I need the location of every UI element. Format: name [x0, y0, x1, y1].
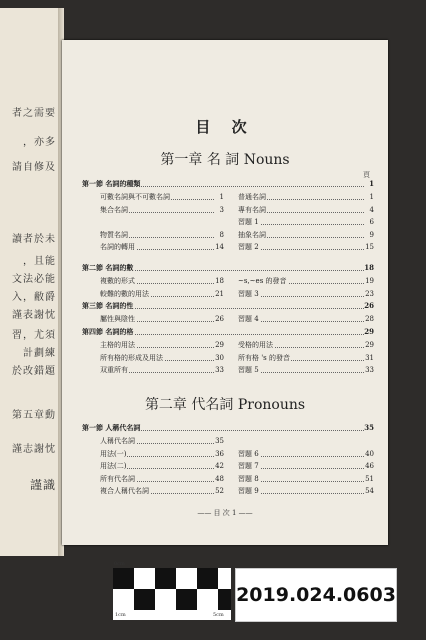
- toc-entry-label: 人稱代名詞: [100, 435, 136, 448]
- toc-entry-page: 26: [364, 301, 374, 310]
- toc-entry-label: 受格的用法: [238, 339, 274, 352]
- toc-entry: [100, 364, 224, 377]
- toc-entry-label: 習題 8: [238, 473, 260, 486]
- toc-entry: [238, 241, 374, 254]
- toc-entry-page: 51: [365, 474, 374, 483]
- toc-entry-label: 第四節 名詞的格: [82, 326, 134, 339]
- toc-entry-label: 主格的用法: [100, 339, 136, 352]
- toc-entry: [238, 191, 374, 204]
- toc-entry-page: 42: [215, 462, 224, 471]
- left-text: 謹志謝忱: [12, 444, 56, 455]
- toc-entry-label: 可數名詞與不可數名詞: [100, 191, 171, 204]
- toc-entry-page: 46: [365, 462, 374, 471]
- toc-entry-page: 18: [364, 263, 374, 272]
- chapter-1-heading: 第一章 名 詞 Nouns: [160, 152, 290, 168]
- left-text: 謹表謝忱: [12, 310, 56, 321]
- toc-entry-page: 35: [364, 423, 374, 432]
- toc-page: [62, 40, 388, 545]
- toc-entry: [238, 352, 374, 365]
- scale-left-tick: 1cm: [115, 612, 126, 618]
- toc-entry-page: 8: [219, 230, 224, 239]
- toc-entry: [100, 352, 224, 365]
- toc-entry-page: 26: [215, 315, 224, 323]
- toc-right-column: [238, 435, 374, 498]
- page-footer: —— 目 次 1 ——: [197, 509, 253, 517]
- toc-entry-label: 用法(一): [100, 448, 127, 461]
- left-text: 計劃練: [23, 348, 56, 359]
- toc-entry-page: 1: [369, 193, 374, 201]
- toc-entry: [238, 275, 374, 288]
- toc-entry-page: 30: [215, 353, 224, 362]
- toc-entry-label: 第一節 人稱代名詞: [82, 422, 141, 435]
- left-text: 請自修及: [12, 162, 56, 173]
- color-scale-card: [113, 561, 231, 620]
- toc-entry: [238, 435, 374, 448]
- left-text: 文法必能: [12, 274, 56, 285]
- toc-entry-page: 33: [215, 366, 224, 375]
- toc-entry-label: 較難的數的用法: [100, 288, 150, 301]
- toc-entry-page: 1: [219, 193, 224, 201]
- toc-left-column: [100, 435, 224, 498]
- toc-entry-page: 4: [369, 205, 374, 214]
- toc-entry-page: 9: [369, 230, 374, 239]
- toc-entry-label: 習題 5: [238, 364, 260, 377]
- section-row: [82, 178, 374, 191]
- toc-entry-page: 23: [365, 289, 374, 298]
- toc-entry-label: 習題 3: [238, 288, 260, 301]
- toc-entry-label: 複數的形式: [100, 275, 136, 288]
- toc-right-column: [238, 313, 374, 326]
- catalog-number-label: 2019.024.0603: [235, 568, 397, 622]
- scale-right-tick: 5cm: [213, 612, 224, 618]
- left-text: ，且能: [23, 256, 56, 267]
- toc-entry-page: 19: [365, 277, 374, 285]
- toc-entry-label: 習題 1: [238, 216, 260, 229]
- toc-entry-page: 54: [365, 487, 374, 496]
- toc-entry-label: 習題 2: [238, 241, 260, 254]
- toc-entry-page: 18: [215, 277, 224, 285]
- toc-entry-page: 29: [364, 327, 374, 336]
- toc-entry-label: 習題 7: [238, 460, 260, 473]
- section-row: [82, 300, 374, 313]
- toc-right-column: [238, 275, 374, 300]
- toc-entry: [238, 364, 374, 377]
- toc-entry-label: 習題 6: [238, 448, 260, 461]
- toc-entry: [100, 339, 224, 352]
- toc-entry: [238, 485, 374, 498]
- toc-entry: [238, 473, 374, 486]
- toc-entry: [100, 229, 224, 242]
- toc-entry-page: 28: [365, 315, 374, 323]
- toc-entry: [82, 262, 374, 275]
- toc-entry-label: 屬性與陰性: [100, 313, 136, 326]
- section-row: [82, 326, 374, 339]
- toc-entry: [100, 460, 224, 473]
- left-text: ，亦多: [23, 137, 56, 148]
- toc-entry-label: ~s,~es 的發音: [238, 275, 288, 288]
- chapter-2-heading: 第二章 代名詞 Pronouns: [144, 397, 306, 413]
- toc-entry-page: 35: [215, 437, 224, 445]
- toc-entry-label: 習題 9: [238, 485, 260, 498]
- left-text: 於改錯題: [12, 366, 56, 377]
- toc-entry: [100, 216, 224, 229]
- toc-entry-label: 名詞的轉用: [100, 241, 136, 254]
- toc-entry-page: 1: [369, 179, 374, 188]
- toc-entry-page: 15: [365, 243, 374, 252]
- toc-entry-label: 複合人稱代名詞: [100, 485, 150, 498]
- toc-entry-label: 抽象名詞: [238, 229, 267, 242]
- toc-entry-page: 21: [215, 289, 224, 298]
- toc-entry: [238, 460, 374, 473]
- toc-left-column: [100, 339, 224, 377]
- toc-entry-page: 29: [365, 341, 374, 349]
- toc-entry: [100, 288, 224, 301]
- toc-entry: [238, 288, 374, 301]
- toc-entry-label: 所有代名詞: [100, 473, 136, 486]
- toc-entry-label: 第二節 名詞的數: [82, 262, 134, 275]
- toc-entry-label: 集合名詞: [100, 204, 129, 217]
- toc-entry: [238, 229, 374, 242]
- left-text: 謹識: [29, 478, 56, 492]
- toc-entry: [100, 448, 224, 461]
- toc-entry-label: 所有格的形成及用法: [100, 352, 164, 365]
- toc-entry-page: 31: [365, 353, 374, 362]
- left-text: 第五章動: [12, 410, 56, 421]
- toc-entry-page: 6: [369, 218, 374, 227]
- toc-entry: [238, 448, 374, 461]
- toc-entry: [238, 313, 374, 326]
- toc-entry: [238, 339, 374, 352]
- left-text: 入，敝爵: [12, 292, 56, 303]
- toc-entry-page: 36: [215, 449, 224, 458]
- section-row: [82, 422, 374, 435]
- toc-entry: [82, 178, 374, 191]
- toc-entry-page: 29: [215, 341, 224, 349]
- toc-right-column: [238, 339, 374, 377]
- toc-entry-label: 所有格 's 的發音: [238, 352, 291, 365]
- toc-entry-label: 物質名詞: [100, 229, 129, 242]
- toc-entry: [100, 473, 224, 486]
- toc-entry-label: 專有名詞: [238, 204, 267, 217]
- toc-entry-label: 習題 4: [238, 313, 260, 326]
- toc-entry-page: 33: [365, 366, 374, 375]
- toc-entry-label: 第三節 名詞的性: [82, 300, 134, 313]
- toc-entry-page: 14: [215, 243, 224, 252]
- toc-entry: [100, 313, 224, 326]
- section-row: [82, 262, 374, 275]
- toc-entry-label: 普通名詞: [238, 191, 267, 204]
- toc-entry: [82, 422, 374, 435]
- scale-top-tick: 0cm: [114, 561, 125, 567]
- toc-entry: [238, 204, 374, 217]
- toc-right-column: [238, 191, 374, 254]
- toc-left-column: [100, 313, 224, 326]
- toc-entry: [100, 435, 224, 448]
- left-text: 者之需要: [12, 108, 56, 119]
- toc-entry: [82, 326, 374, 339]
- toc-entry-label: 双重所有: [100, 364, 129, 377]
- left-page: [0, 8, 60, 556]
- toc-entry-page: 48: [215, 474, 224, 483]
- toc-entry-page: 3: [219, 205, 224, 214]
- toc-entry: [82, 300, 374, 313]
- toc-left-column: [100, 275, 224, 300]
- toc-entry: [238, 216, 374, 229]
- left-text: 讀者於未: [12, 234, 56, 245]
- toc-entry-page: 52: [215, 487, 224, 496]
- left-text: 習，尤須: [12, 330, 56, 341]
- page-title: 目 次: [195, 118, 255, 136]
- toc-entry: [100, 241, 224, 254]
- page-column-header: 頁: [363, 171, 370, 179]
- toc-entry-label: 第一節 名詞的種類: [82, 178, 141, 191]
- toc-entry: [100, 485, 224, 498]
- toc-left-column: [100, 191, 224, 254]
- toc-entry: [100, 204, 224, 217]
- toc-entry: [100, 191, 224, 204]
- toc-entry-page: 40: [365, 449, 374, 458]
- toc-entry-label: 用法(二): [100, 460, 127, 473]
- toc-entry: [100, 275, 224, 288]
